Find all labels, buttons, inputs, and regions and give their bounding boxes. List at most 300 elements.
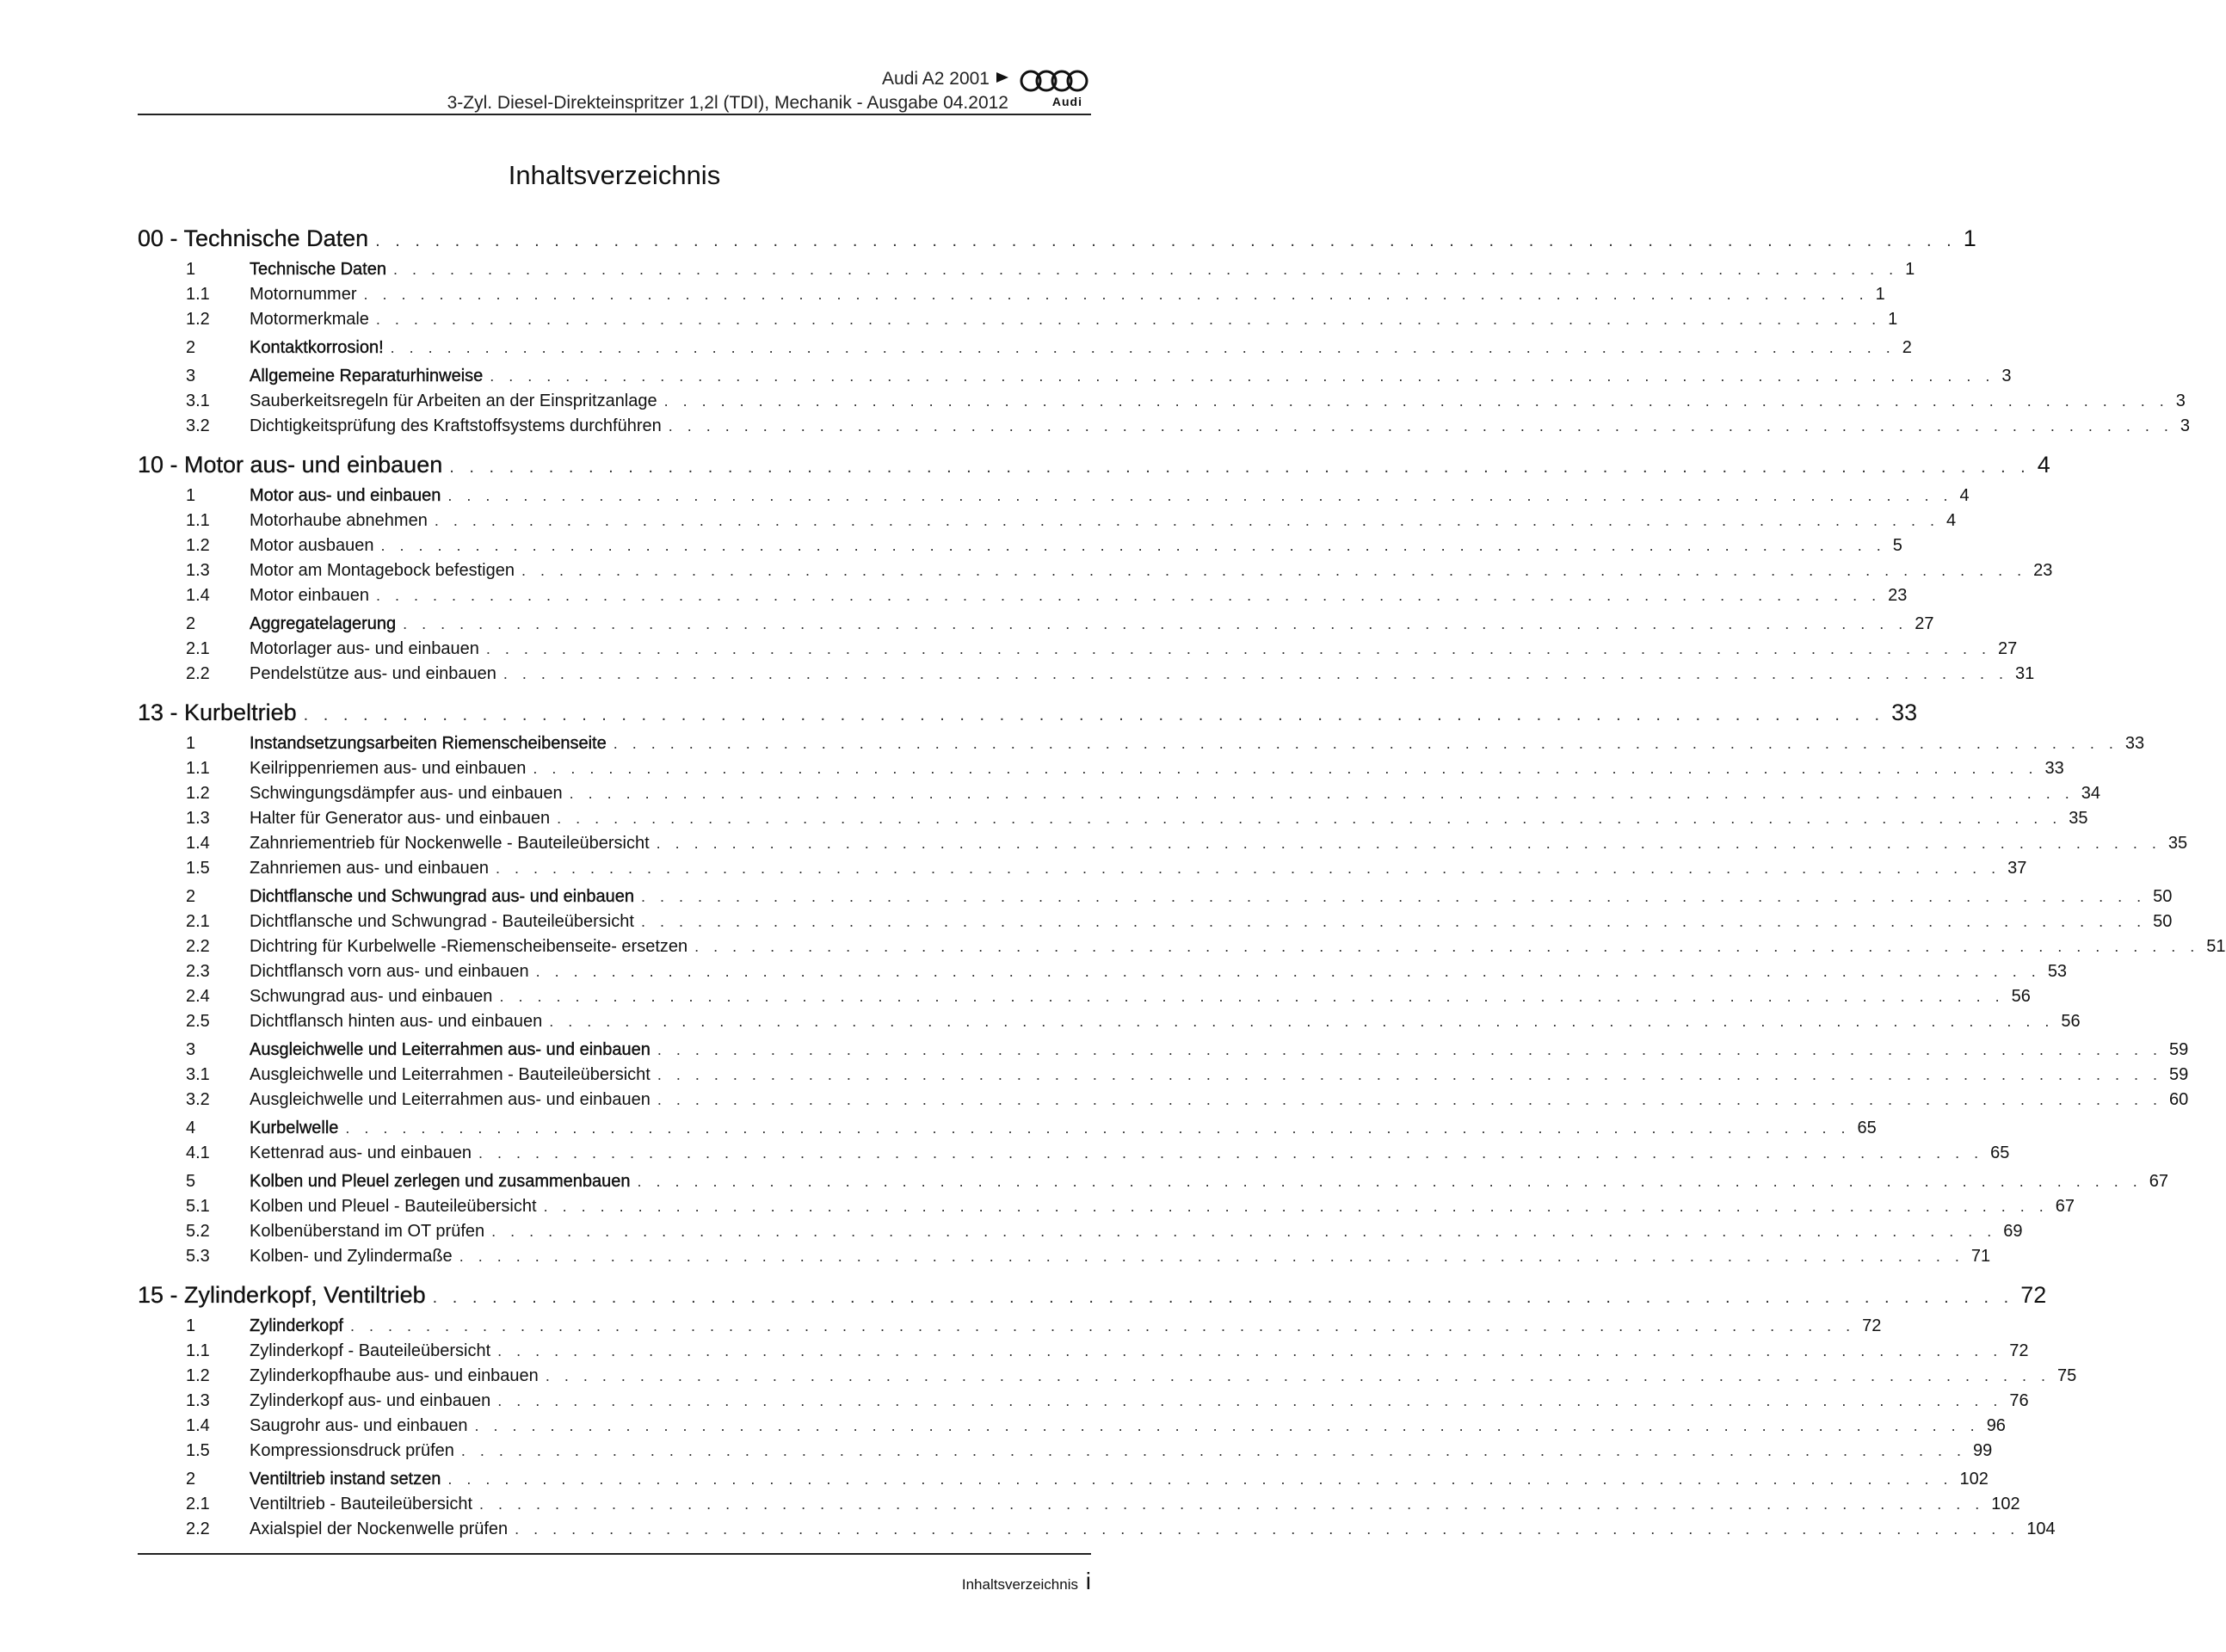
toc-entry-label <box>138 987 492 1007</box>
toc-section-row[interactable] <box>138 1119 1877 1143</box>
toc-entry-title: 10 - Motor aus- und einbauen <box>138 452 443 478</box>
toc-entry-number: 1.2 <box>186 536 210 555</box>
toc-entry-label <box>138 416 662 436</box>
toc-entry-title: Pendelstütze aus- und einbauen <box>250 664 496 683</box>
toc-entry-page: 51 <box>2206 937 2226 956</box>
toc-section-row[interactable] <box>138 1172 2168 1197</box>
toc-entry-title: Motormerkmale <box>250 310 369 329</box>
toc-entry-number: 1.4 <box>186 834 210 853</box>
toc-sub-row[interactable] <box>138 962 2068 987</box>
toc-sub-row[interactable] <box>138 1441 1993 1466</box>
toc-leader-dots: . . . . . . . . . . . . . . . . . . . . . . . . . . . . . . . . . . . . . . . . . . . . . . . . . . . . . . . . . . . . . . . . . . . . . . . . . . . . . . . . <box>557 810 2063 827</box>
toc-entry-number: 5.2 <box>186 1222 210 1241</box>
toc-entry-title: Ausgleichwelle und Leiterrahmen aus- und einbauen <box>250 1040 651 1059</box>
toc-entry-number: 1.2 <box>186 1366 210 1385</box>
toc-entry-page: 27 <box>1998 639 2018 658</box>
toc-entry-title: Motorhaube abnehmen <box>250 511 428 530</box>
toc-leader-dots: . . . . . . . . . . . . . . . . . . . . . . . . . . . . . . . . . . . . . . . . . . . . . . . . . . . . . . . . . . . . . . . . . . . . . . . . . . . . . . . . <box>497 1392 2003 1409</box>
toc-chapter-row[interactable] <box>138 1282 2047 1313</box>
toc-entry-page: 2 <box>1902 338 1912 357</box>
toc-entry-page: 59 <box>2168 1065 2189 1084</box>
toc-entry-title: Aggregatelagerung <box>250 614 397 633</box>
toc-entry-page: 67 <box>2055 1197 2075 1216</box>
toc-sub-row[interactable] <box>138 561 2053 586</box>
toc-entry-number: 2 <box>186 887 196 906</box>
toc-entry-number: 2.5 <box>186 1012 210 1031</box>
toc-entry-title: Kolbenüberstand im OT prüfen <box>250 1222 485 1241</box>
audi-rings-icon <box>1017 69 1091 95</box>
audi-logo <box>1017 69 1091 112</box>
toc-entry-page: 72 <box>2020 1282 2047 1308</box>
toc-section-row[interactable] <box>138 486 1970 511</box>
toc-sub-row[interactable] <box>138 834 2188 859</box>
toc-leader-dots: . . . . . . . . . . . . . . . . . . . . . . . . . . . . . . . . . . . . . . . . . . . . . . . . . . . . . . . . . . . . . . . . . . . . . . . . . . . . . . . . <box>479 1495 1985 1513</box>
toc-leader-dots: . . . . . . . . . . . . . . . . . . . . . . . . . . . . . . . . . . . . . . . . . . . . . . . . . . . . . . . . . . . . . . . . . . . . . . . . . . . . . . . . <box>545 1367 2050 1384</box>
toc-entry-number: 3 <box>186 367 196 385</box>
toc-leader-dots: . . . . . . . . . . . . . . . . . . . . . . . . . . . . . . . . . . . . . . . . . . . . . . . . . . . . . . . . . . . . . . . . . . . . . . . . . . . . . . . . <box>478 1144 1984 1162</box>
toc-leader-dots: . . . . . . . . . . . . . . . . . . . . . . . . . . . . . . . . . . . . . . . . . . . . . . . . . . . . . . . . . . . . . . . . . . . . . . . . . . . . . . . . <box>521 562 2027 579</box>
toc-entry-title: Dichtflansch hinten aus- und einbauen <box>250 1012 543 1031</box>
toc-entry-title: Zylinderkopfhaube aus- und einbauen <box>250 1366 539 1385</box>
toc-leader-dots: . . . . . . . . . . . . . . . . . . . . . . . . . . . . . . . . . . . . . . . . . . . . . . . . . . . . . . . . . . . . . . . . . . . . . . . . . . . . . . . . <box>490 367 1995 385</box>
header-model-text: Audi A2 2001 <box>882 69 990 89</box>
toc-entry-title: Kontaktkorrosion! <box>250 338 384 357</box>
toc-entry-page: 102 <box>1991 1495 2020 1513</box>
toc-sub-row[interactable] <box>138 1143 2010 1168</box>
toc-entry-title: Motor einbauen <box>250 586 369 605</box>
toc-leader-dots: . . . . . . . . . . . . . . . . . . . . . . . . . . . . . . . . . . . . . . . . . . . . . . . . . . . . . . . . . . . . . . . . . . . . . . . . . . . . . . . . <box>375 311 1882 328</box>
toc-leader-dots: . . . . . . . . . . . . . . . . . . . . . . . . . . . . . . . . . . . . . . . . . . . . . . . . . . . . . . . . . . . . . . . . . . . . . . . . . . . . . . . . <box>533 760 2038 777</box>
toc-sub-row[interactable] <box>138 536 1902 561</box>
toc-entry-page: 56 <box>2061 1012 2081 1031</box>
toc-entry-number: 5.1 <box>186 1197 210 1216</box>
toc-entry-number: 1.5 <box>186 1441 210 1460</box>
toc-entry-label <box>138 1065 651 1085</box>
toc-section-row[interactable] <box>138 614 1934 639</box>
footer-page-number: i <box>1085 1568 1091 1594</box>
toc-entry-page: 5 <box>1892 536 1902 555</box>
toc-entry-title: Allgemeine Reparaturhinweise <box>250 367 484 385</box>
toc-entry-page: 33 <box>2044 759 2064 778</box>
toc-leader-dots: . . . . . . . . . . . . . . . . . . . . . . . . . . . . . . . . . . . . . . . . . . . . . . . . . . . . . . . . . . . . . . . . . . . . . . . . . . . . . . . . <box>485 640 1992 657</box>
toc-sub-row[interactable] <box>138 285 1885 310</box>
toc-sub-row[interactable] <box>138 1197 2075 1222</box>
toc-leader-dots: . . . . . . . . . . . . . . . . . . . . . . . . . . . . . . . . . . . . . . . . . . . . . . . . . . . . . . . . . . . . . . . . . . . . . . . . . . . . . . . . <box>497 1342 2003 1359</box>
toc-sub-row[interactable] <box>138 859 2027 884</box>
toc-entry-page: 96 <box>1986 1416 2006 1435</box>
toc-entry-number: 1.1 <box>186 759 210 778</box>
toc-entry-title: Kolben- und Zylindermaße <box>250 1247 453 1266</box>
toc-entry-label <box>138 1040 651 1060</box>
toc-entry-label <box>138 639 479 659</box>
toc-leader-dots: . . . . . . . . . . . . . . . . . . . . . . . . . . . . . . . . . . . . . . . . . . . . . . . . . . . . . . . . . . . . . . . . . . . . . . . . . . . . . . . . <box>637 1173 2143 1190</box>
toc-entry-number: 3.2 <box>186 416 210 435</box>
toc-entry-label <box>138 664 496 684</box>
toc-leader-dots: . . . . . . . . . . . . . . . . . . . . . . . . . . . . . . . . . . . . . . . . . . . . . . . . . . . . . . . . . . . . . . . . . . . . . . . . . . . . . . . . <box>694 938 2200 955</box>
toc-entry-page: 69 <box>2003 1222 2023 1241</box>
toc-entry-label <box>138 1416 468 1436</box>
toc-entry-label <box>138 1391 490 1411</box>
toc-entry-label <box>138 338 384 358</box>
toc-entry-label <box>138 285 356 305</box>
toc-entry-number: 2 <box>186 614 196 633</box>
toc-entry-title: Zylinderkopf aus- und einbauen <box>250 1391 491 1410</box>
toc-entry-page: 4 <box>1945 511 1957 530</box>
toc-entry-page: 23 <box>1888 586 1908 605</box>
toc-entry-label <box>138 260 386 280</box>
toc-entry-title: Schwungrad aus- und einbauen <box>250 987 493 1006</box>
toc-entry-title: Kolben und Pleuel - Bauteileübersicht <box>250 1197 537 1216</box>
toc-entry-number: 2 <box>186 338 196 357</box>
toc-entry-page: 50 <box>2153 912 2173 931</box>
toc-sub-row[interactable] <box>138 1341 2029 1366</box>
toc-entry-label <box>138 1495 472 1514</box>
toc-entry-page: 53 <box>2047 962 2068 981</box>
toc-entry-label <box>138 614 396 634</box>
toc-entry-label <box>138 1119 338 1138</box>
toc-leader-dots: . . . . . . . . . . . . . . . . . . . . . . . . . . . . . . . . . . . . . . . . . . . . . . . . . . . . . . . . . . . . . . . . . . . . . . . . . . . . . . . . <box>657 1091 2163 1108</box>
toc-entry-title: Zylinderkopf - Bauteileübersicht <box>250 1341 491 1360</box>
toc-leader-dots: . . . . . . . . . . . . . . . . . . . . . . . . . . . . . . . . . . . . . . . . . . . . . . . . . . . . . . . . . . . . . . . . . . . . . . . . . . . . . . . . <box>345 1119 1851 1137</box>
toc-entry-title: Keilrippenriemen aus- und einbauen <box>250 759 527 778</box>
toc-entry-label <box>138 1282 426 1309</box>
toc-entry-title: Saugrohr aus- und einbauen <box>250 1416 468 1435</box>
footer-divider <box>138 1553 1091 1555</box>
toc-entry-title: Motor am Montagebock befestigen <box>250 561 515 580</box>
toc-leader-dots: . . . . . . . . . . . . . . . . . . . . . . . . . . . . . . . . . . . . . . . . . . . . . . . . . . . . . . . . . . . . . . . . . . . . . . . . . . . . . . . . <box>657 1066 2162 1083</box>
toc-chapter-row[interactable] <box>138 225 1976 256</box>
toc-entry-number: 2.4 <box>186 987 210 1006</box>
toc-entry-number: 1.4 <box>186 586 210 605</box>
toc-entry-title: Zahnriementrieb für Nockenwelle - Bauteileübersicht <box>250 834 650 853</box>
toc-entry-label <box>138 1143 472 1163</box>
toc-entry-number: 1.2 <box>186 784 210 803</box>
toc-leader-dots: . . . . . . . . . . . . . . . . . . . . . . . . . . . . . . . . . . . . . . . . . . . . . . . . . . . . . . . . . . . . . . . . . . . . . . . . . . . . . . . . <box>640 888 2147 905</box>
toc-entry-page: 27 <box>1915 614 1934 633</box>
toc-entry-label <box>138 859 489 878</box>
toc-leader-dots: . . . . . . . . . . . . . . . . . . . . . . . . . . . . . . . . . . . . . . . . . . . . . . . . . . . . . . . . . . . . . . . . . . . . . . . . . . . . . . . . <box>640 913 2147 930</box>
toc-sub-row[interactable] <box>138 586 1908 611</box>
toc-entry-title: Dichtigkeitsprüfung des Kraftstoffsystems durchführen <box>250 416 662 435</box>
toc-leader-dots: . . . . . . . . . . . . . . . . . . . . . . . . . . . . . . . . . . . . . . . . . . . . . . . . . . . . . . . . . . . . . . . . . . . . . . . . . . . . . . . . <box>390 339 1896 356</box>
toc-entry-page: 67 <box>2149 1172 2168 1191</box>
toc-entry-label <box>138 391 657 411</box>
toc-sub-row[interactable] <box>138 511 1957 536</box>
toc-sub-row[interactable] <box>138 1519 2056 1544</box>
toc-entry-number: 5.3 <box>186 1247 210 1266</box>
toc-entry-label <box>138 1441 454 1461</box>
toc-entry-label <box>138 1090 651 1110</box>
toc-entry-title: Technische Daten <box>250 260 386 279</box>
toc-leader-dots: . . . . . . . . . . . . . . . . . . . . . . . . . . . . . . . . . . . . . . . . . . . . . . . . . . . . . . . . . . . . . . . . . . . . . . . . . . . . . . . . <box>349 1317 1856 1335</box>
toc-entry-label <box>138 1341 490 1361</box>
toc-entry-page: 37 <box>2007 859 2027 878</box>
toc-entry-title: Kurbelwelle <box>250 1119 339 1137</box>
header-subtitle: 3-Zyl. Diesel-Direkteinspritzer 1,2l (TDI), Mechanik - Ausgabe 04.2012 <box>447 93 1008 113</box>
toc-entry-page: 35 <box>2167 834 2188 853</box>
toc-section-row[interactable] <box>138 1040 2189 1065</box>
toc-entry-title: Ausgleichwelle und Leiterrahmen aus- und einbauen <box>250 1090 651 1109</box>
toc-entry-number: 1 <box>186 486 196 505</box>
toc-leader-dots: . . . . . . . . . . . . . . . . . . . . . . . . . . . . . . . . . . . . . . . . . . . . . . . . . . . . . . . . . . . . . . . . . . . . . . . . . . . . . . . . <box>543 1198 2049 1215</box>
toc-entry-label <box>138 784 563 804</box>
toc-leader-dots: . . . . . . . . . . . . . . . . . . . . . . . . . . . . . . . . . . . . . . . . . . . . . . . . . . . . . . . . . . . . . . . . . . . . . . . . . . . . . . . . <box>668 417 2174 435</box>
toc-entry-page: 4 <box>2037 452 2050 478</box>
toc-entry-number: 1 <box>186 260 196 279</box>
toc-entry-title: Ventiltrieb - Bauteileübersicht <box>250 1495 473 1513</box>
toc-entry-label <box>138 912 634 932</box>
toc-leader-dots: . . . . . . . . . . . . . . . . . . . . . . . . . . . . . . . . . . . . . . . . . . . . . . . . . . . . . . . . . . . . . . . . . . . . . . . . . . . . . . . . <box>657 1041 2163 1058</box>
toc-chapter-row[interactable] <box>138 452 2050 483</box>
toc-sub-row[interactable] <box>138 912 2173 937</box>
toc-entry-number: 2.2 <box>186 937 210 956</box>
toc-section-row[interactable] <box>138 260 1915 285</box>
toc-entry-page: 31 <box>2015 664 2035 683</box>
toc-leader-dots: . . . . . . . . . . . . . . . . . . . . . . . . . . . . . . . . . . . . . . . . . . . . . . . . . . . . . . . . . . . . . . . . . . . . . . . . . . . . . . . . <box>303 706 1885 724</box>
toc-entry-page: 71 <box>1970 1247 1991 1266</box>
toc-entry-label <box>138 834 650 854</box>
toc-entry-number: 1 <box>186 734 196 753</box>
header-divider <box>138 114 1091 115</box>
toc-entry-page: 104 <box>2026 1519 2056 1538</box>
toc-entry-title: Zylinderkopf <box>250 1316 343 1335</box>
toc-entry-label <box>138 759 526 779</box>
toc-leader-dots: . . . . . . . . . . . . . . . . . . . . . . . . . . . . . . . . . . . . . . . . . . . . . . . . . . . . . . . . . . . . . . . . . . . . . . . . . . . . . . . . <box>569 785 2075 802</box>
toc-sub-row[interactable] <box>138 310 1898 335</box>
toc-entry-title: Motor aus- und einbauen <box>250 486 441 505</box>
toc-leader-dots: . . . . . . . . . . . . . . . . . . . . . . . . . . . . . . . . . . . . . . . . . . . . . . . . . . . . . . . . . . . . . . . . . . . . . . . . . . . . . . . . <box>375 587 1882 604</box>
toc-entry-page: 65 <box>1857 1119 1877 1137</box>
toc-entry-label <box>138 1197 537 1217</box>
toc-entry-page: 1 <box>1888 310 1898 329</box>
toc-entry-title: Zahnriemen aus- und einbauen <box>250 859 489 878</box>
toc-entry-number: 1.3 <box>186 1391 210 1410</box>
toc-entry-label <box>138 1470 441 1489</box>
toc-entry-number: 2.3 <box>186 962 210 981</box>
page-title: Inhaltsverzeichnis <box>508 160 721 190</box>
toc-entry-label <box>138 225 368 252</box>
toc-entry-number: 3.1 <box>186 391 210 410</box>
toc-leader-dots: . . . . . . . . . . . . . . . . . . . . . . . . . . . . . . . . . . . . . . . . . . . . . . . . . . . . . . . . . . . . . . . . . . . . . . . . . . . . . . . . <box>499 988 2005 1005</box>
toc-leader-dots: . . . . . . . . . . . . . . . . . . . . . . . . . . . . . . . . . . . . . . . . . . . . . . . . . . . . . . . . . . . . . . . . . . . . . . . . . . . . . . . . <box>613 735 2118 752</box>
toc-entry-label <box>138 310 369 330</box>
toc-entry-title: Sauberkeitsregeln für Arbeiten an der Einspritzanlage <box>250 391 657 410</box>
toc-leader-dots: . . . . . . . . . . . . . . . . . . . . . . . . . . . . . . . . . . . . . . . . . . . . . . . . . . . . . . . . . . . . . . . . . . . . . . . . . . . . . . . . <box>392 261 1899 278</box>
toc-sub-row[interactable] <box>138 639 2018 664</box>
toc-entry-number: 2.1 <box>186 912 210 931</box>
toc-leader-dots: . . . . . . . . . . . . . . . . . . . . . . . . . . . . . . . . . . . . . . . . . . . . . . . . . . . . . . . . . . . . . . . . . . . . . . . . . . . . . . . . <box>503 665 2009 682</box>
toc-entry-number: 1.3 <box>186 809 210 828</box>
arrow-right-icon <box>996 72 1008 83</box>
toc-entry-title: Motor ausbauen <box>250 536 374 555</box>
toc-leader-dots: . . . . . . . . . . . . . . . . . . . . . . . . . . . . . . . . . . . . . . . . . . . . . . . . . . . . . . . . . . . . . . . . . . . . . . . . . . . . . . . . <box>447 1470 1953 1488</box>
toc-entry-page: 34 <box>2081 784 2100 803</box>
toc-entry-page: 1 <box>1963 225 1976 251</box>
toc-entry-title: Dichtring für Kurbelwelle -Riemenscheibenseite- ersetzen <box>250 937 688 956</box>
toc-entry-title: 00 - Technische Daten <box>138 225 369 251</box>
toc-entry-number: 1 <box>186 1316 196 1335</box>
toc-leader-dots: . . . . . . . . . . . . . . . . . . . . . . . . . . . . . . . . . . . . . . . . . . . . . . . . . . . . . . . . . . . . . . . . . . . . . . . . . . . . . . . . <box>380 537 1886 554</box>
toc-entry-label <box>138 700 297 726</box>
toc-section-row[interactable] <box>138 338 1912 363</box>
toc-entry-number: 2 <box>186 1470 196 1489</box>
toc-entry-title: Instandsetzungsarbeiten Riemenscheibenseite <box>250 734 607 753</box>
toc-entry-number: 1.4 <box>186 1416 210 1435</box>
toc-entry-number: 1.1 <box>186 1341 210 1360</box>
toc-entry-page: 75 <box>2056 1366 2077 1385</box>
toc-entry-title: Motorlager aus- und einbauen <box>250 639 479 658</box>
toc-entry-label <box>138 586 369 606</box>
toc-entry-title: Dichtflansche und Schwungrad aus- und einbauen <box>250 887 634 906</box>
toc-entry-title: 15 - Zylinderkopf, Ventiltrieb <box>138 1282 426 1308</box>
toc-entry-page: 3 <box>2175 391 2186 410</box>
toc-entry-page: 72 <box>2009 1341 2029 1360</box>
toc-leader-dots: . . . . . . . . . . . . . . . . . . . . . . . . . . . . . . . . . . . . . . . . . . . . . . . . . . . . . . . . . . . . . . . . . . . . . . . . . . . . . . . . <box>549 1013 2055 1030</box>
toc-entry-label <box>138 511 428 531</box>
toc-entry-page: 65 <box>1990 1143 2010 1162</box>
toc-entry-title: Kettenrad aus- und einbauen <box>250 1143 472 1162</box>
toc-sub-row[interactable] <box>138 416 2191 441</box>
toc-entry-title: Kompressionsdruck prüfen <box>250 1441 454 1460</box>
toc-entry-label <box>138 1247 453 1267</box>
toc-leader-dots: . . . . . . . . . . . . . . . . . . . . . . . . . . . . . . . . . . . . . . . . . . . . . . . . . . . . . . . . . . . . . . . . . . . . . . . . . . . . . . . . <box>459 1248 1964 1265</box>
toc-leader-dots: . . . . . . . . . . . . . . . . . . . . . . . . . . . . . . . . . . . . . . . . . . . . . . . . . . . . . . . . . . . . . . . . . . . . . . . . . . . . . . . . <box>403 615 1908 632</box>
toc-entry-page: 102 <box>1959 1470 1989 1489</box>
toc-section-row[interactable] <box>138 887 2173 912</box>
toc-sub-row[interactable] <box>138 1391 2029 1416</box>
toc-entry-title: Kolben und Pleuel zerlegen und zusammenbauen <box>250 1172 631 1191</box>
toc-leader-dots: . . . . . . . . . . . . . . . . . . . . . . . . . . . . . . . . . . . . . . . . . . . . . . . . . . . . . . . . . . . . . . . . . . . . . . . . . . . . . . . . <box>449 458 2031 477</box>
toc-sub-row[interactable] <box>138 1012 2081 1037</box>
toc-sub-row[interactable] <box>138 1065 2189 1090</box>
toc-entry-page: 56 <box>2011 987 2031 1006</box>
toc-entry-label <box>138 486 441 506</box>
toc-entry-label <box>138 734 607 754</box>
toc-sub-row[interactable] <box>138 784 2100 809</box>
toc-chapter-row[interactable] <box>138 700 1918 730</box>
toc-entry-title: Ventiltrieb instand setzen <box>250 1470 441 1489</box>
toc-entry-page: 23 <box>2033 561 2053 580</box>
toc-entry-number: 2.2 <box>186 664 210 683</box>
toc-entry-label <box>138 1222 484 1242</box>
toc-entry-page: 3 <box>2001 367 2012 385</box>
toc-leader-dots: . . . . . . . . . . . . . . . . . . . . . . . . . . . . . . . . . . . . . . . . . . . . . . . . . . . . . . . . . . . . . . . . . . . . . . . . . . . . . . . . <box>495 860 2001 877</box>
toc-entry-page: 59 <box>2169 1040 2189 1059</box>
toc-entry-page: 72 <box>1862 1316 1882 1335</box>
toc-sub-row[interactable] <box>138 759 2064 784</box>
toc-entry-number: 5 <box>186 1172 196 1191</box>
toc-leader-dots: . . . . . . . . . . . . . . . . . . . . . . . . . . . . . . . . . . . . . . . . . . . . . . . . . . . . . . . . . . . . . . . . . . . . . . . . . . . . . . . . <box>375 231 1957 250</box>
audi-brand-text: Audi <box>1051 95 1082 108</box>
toc-entry-label <box>138 367 483 386</box>
toc-entry-label <box>138 962 529 982</box>
toc-entry-page: 35 <box>2069 809 2088 828</box>
toc-entry-number: 3 <box>186 1040 196 1059</box>
toc-entry-page: 1 <box>1905 260 1915 279</box>
toc-entry-page: 60 <box>2169 1090 2189 1109</box>
toc-section-row[interactable] <box>138 1470 1989 1495</box>
toc-entry-label <box>138 937 688 957</box>
toc-sub-row[interactable] <box>138 1247 1991 1272</box>
toc-entry-page: 3 <box>2180 416 2191 435</box>
toc-entry-page: 99 <box>1973 1441 1993 1460</box>
toc-entry-title: 13 - Kurbeltrieb <box>138 700 297 725</box>
toc-entry-title: Schwingungsdämpfer aus- und einbauen <box>250 784 563 803</box>
toc-entry-page: 33 <box>2124 734 2145 753</box>
toc-sub-row[interactable] <box>138 1222 2023 1247</box>
toc-entry-number: 3.1 <box>186 1065 210 1084</box>
toc-entry-label <box>138 1519 508 1539</box>
toc-entry-number: 3.2 <box>186 1090 210 1109</box>
toc-entry-label <box>138 887 634 907</box>
toc-entry-label <box>138 561 515 581</box>
toc-entry-title: Halter für Generator aus- und einbauen <box>250 809 551 828</box>
toc-leader-dots: . . . . . . . . . . . . . . . . . . . . . . . . . . . . . . . . . . . . . . . . . . . . . . . . . . . . . . . . . . . . . . . . . . . . . . . . . . . . . . . . <box>535 963 2041 980</box>
toc-entry-title: Ausgleichwelle und Leiterrahmen - Bauteileübersicht <box>250 1065 651 1084</box>
toc-sub-row[interactable] <box>138 1416 2006 1441</box>
toc-leader-dots: . . . . . . . . . . . . . . . . . . . . . . . . . . . . . . . . . . . . . . . . . . . . . . . . . . . . . . . . . . . . . . . . . . . . . . . . . . . . . . . . <box>460 1442 1967 1459</box>
toc-entry-number: 1.1 <box>186 511 210 530</box>
toc-leader-dots: . . . . . . . . . . . . . . . . . . . . . . . . . . . . . . . . . . . . . . . . . . . . . . . . . . . . . . . . . . . . . . . . . . . . . . . . . . . . . . . . <box>515 1520 2020 1538</box>
page-header <box>138 62 1091 115</box>
toc-entry-label <box>138 1012 542 1032</box>
toc-entry-number: 2.1 <box>186 1495 210 1513</box>
toc-entry-title: Axialspiel der Nockenwelle prüfen <box>250 1519 509 1538</box>
toc-entry-number: 2.1 <box>186 639 210 658</box>
toc-entry-title: Dichtflansche und Schwungrad - Bauteileübersicht <box>250 912 634 931</box>
toc-sub-row[interactable] <box>138 937 2226 962</box>
toc-entry-number: 1.2 <box>186 310 210 329</box>
toc-leader-dots: . . . . . . . . . . . . . . . . . . . . . . . . . . . . . . . . . . . . . . . . . . . . . . . . . . . . . . . . . . . . . . . . . . . . . . . . . . . . . . . . <box>656 835 2161 852</box>
toc-entry-label <box>138 809 550 829</box>
footer-label: Inhaltsverzeichnis <box>961 1576 1078 1593</box>
toc-entry-title: Motornummer <box>250 285 357 304</box>
toc-entry-page: 4 <box>1959 486 1970 505</box>
toc-entry-number: 1.5 <box>186 859 210 878</box>
toc-entry-page: 50 <box>2153 887 2173 906</box>
toc-sub-row[interactable] <box>138 1366 2077 1391</box>
toc-leader-dots: . . . . . . . . . . . . . . . . . . . . . . . . . . . . . . . . . . . . . . . . . . . . . . . . . . . . . . . . . . . . . . . . . . . . . . . . . . . . . . . . <box>663 392 2169 410</box>
toc-entry-number: 1.3 <box>186 561 210 580</box>
toc-entry-label <box>138 452 442 478</box>
toc-entry-page: 1 <box>1875 285 1885 304</box>
toc-sub-row[interactable] <box>138 664 2035 689</box>
toc-entry-number: 2.2 <box>186 1519 210 1538</box>
toc-sub-row[interactable] <box>138 1495 2020 1519</box>
toc-entry-label <box>138 1366 539 1386</box>
toc-entry-title: Dichtflansch vorn aus- und einbauen <box>250 962 529 981</box>
toc-entry-number: 4 <box>186 1119 196 1137</box>
toc-entry-page: 76 <box>2009 1391 2029 1410</box>
toc-leader-dots: . . . . . . . . . . . . . . . . . . . . . . . . . . . . . . . . . . . . . . . . . . . . . . . . . . . . . . . . . . . . . . . . . . . . . . . . . . . . . . . . <box>363 286 1869 303</box>
toc-entry-label <box>138 1172 631 1192</box>
toc-sub-row[interactable] <box>138 1090 2189 1115</box>
toc-sub-row[interactable] <box>138 987 2031 1012</box>
toc-leader-dots: . . . . . . . . . . . . . . . . . . . . . . . . . . . . . . . . . . . . . . . . . . . . . . . . . . . . . . . . . . . . . . . . . . . . . . . . . . . . . . . . <box>491 1223 1997 1240</box>
toc-entry-number: 4.1 <box>186 1143 210 1162</box>
toc-sub-row[interactable] <box>138 391 2186 416</box>
toc-section-row[interactable] <box>138 734 2145 759</box>
toc-leader-dots: . . . . . . . . . . . . . . . . . . . . . . . . . . . . . . . . . . . . . . . . . . . . . . . . . . . . . . . . . . . . . . . . . . . . . . . . . . . . . . . . <box>432 1288 2014 1307</box>
toc-leader-dots: . . . . . . . . . . . . . . . . . . . . . . . . . . . . . . . . . . . . . . . . . . . . . . . . . . . . . . . . . . . . . . . . . . . . . . . . . . . . . . . . <box>434 512 1939 529</box>
toc-leader-dots: . . . . . . . . . . . . . . . . . . . . . . . . . . . . . . . . . . . . . . . . . . . . . . . . . . . . . . . . . . . . . . . . . . . . . . . . . . . . . . . . <box>447 487 1953 504</box>
toc-entry-label <box>138 536 374 556</box>
toc-entry-label <box>138 1316 343 1336</box>
toc-section-row[interactable] <box>138 367 2012 391</box>
toc-sub-row[interactable] <box>138 809 2088 834</box>
toc-section-row[interactable] <box>138 1316 1882 1341</box>
toc-leader-dots: . . . . . . . . . . . . . . . . . . . . . . . . . . . . . . . . . . . . . . . . . . . . . . . . . . . . . . . . . . . . . . . . . . . . . . . . . . . . . . . . <box>474 1417 1980 1434</box>
